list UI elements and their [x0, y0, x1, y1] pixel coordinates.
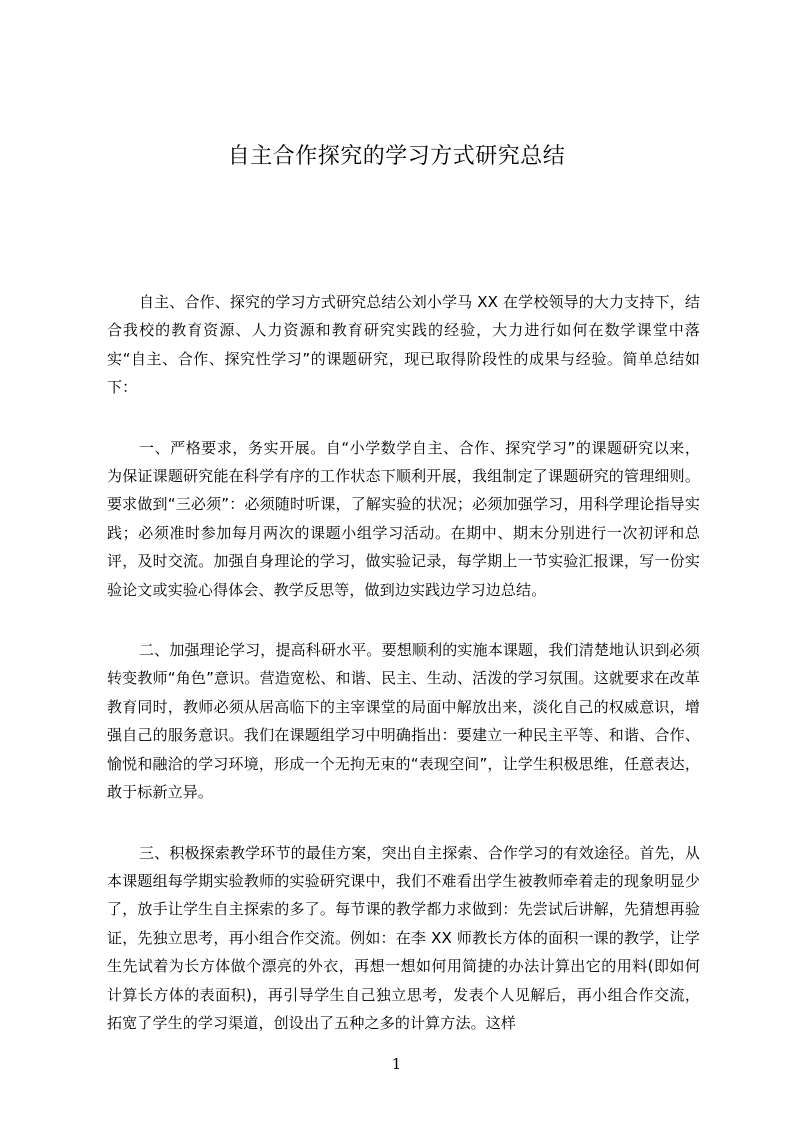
- paragraph-section-3: 三、积极探索教学环节的最佳方案，突出自主探索、合作学习的有效途径。首先，从本课题组每学期实验教师的实验研究课中，我们不难看出学生被教师牵着走的现象明显少了，放手让学生自主探索的多了。每节课的教学都力求做到：先尝试后讲解，先猜想再验证，先独立思考，再小组合作交流。例如：在李 XX 师教长方体的面积一课的教学，让学生先试着为长方体做个漂亮的外衣，再想一想如何用简捷的办法计算出它的用料(即如何计算长方体的表面积)，再引导学生自己独立思考，发表个人见解后，再小组合作交流，拓宽了学生的学习渠道，创设出了五种之多的计算方法。这样: [107, 843, 700, 1032]
- document-title: 自主合作探究的学习方式研究总结: [227, 144, 566, 169]
- page-number: 1: [391, 1055, 402, 1073]
- paragraph-section-2: 二、加强理论学习，提高科研水平。要想顺利的实施本课题，我们清楚地认识到必须转变教师“角色”意识。营造宽松、和谐、民主、生动、活泼的学习氛围。这就要求在改革教育同时，教师必须从居高临下的主宰课堂的局面中解放出来，淡化自己的权威意识，增强自己的服务意识。我们在课题组学习中明确指出：要建立一种民主平等、和谐、合作、愉悦和融洽的学习环境，形成一个无拘无束的“表现空间”，让学生积极思维，任意表达，敢于标新立异。: [107, 641, 700, 802]
- paragraph-intro: 自主、合作、探究的学习方式研究总结公刘小学马 XX 在学校领导的大力支持下，结合我校的教育资源、人力资源和教育研究实践的经验，大力进行如何在数学课堂中落实“自主、合作、探究性学习”的课题研究，现已取得阶段性的成果与经验。简单总结如下：: [107, 293, 700, 397]
- document-body: [107, 288, 700, 1069]
- paragraph-section-1: 一、严格要求，务实开展。自“小学数学自主、合作、探究学习”的课题研究以来，为保证课题研究能在科学有序的工作状态下顺利开展，我组制定了课题研究的管理细则。要求做到“三必须”：必须随时听课，了解实验的状况；必须加强学习，用科学理论指导实践；必须准时参加每月两次的课题小组学习活动。在期中、期末分别进行一次初评和总评，及时交流。加强自身理论的学习，做实验记录，每学期上一节实验汇报课，写一份实验论文或实验心得体会、教学反思等，做到边实践边学习边总结。: [107, 438, 700, 599]
